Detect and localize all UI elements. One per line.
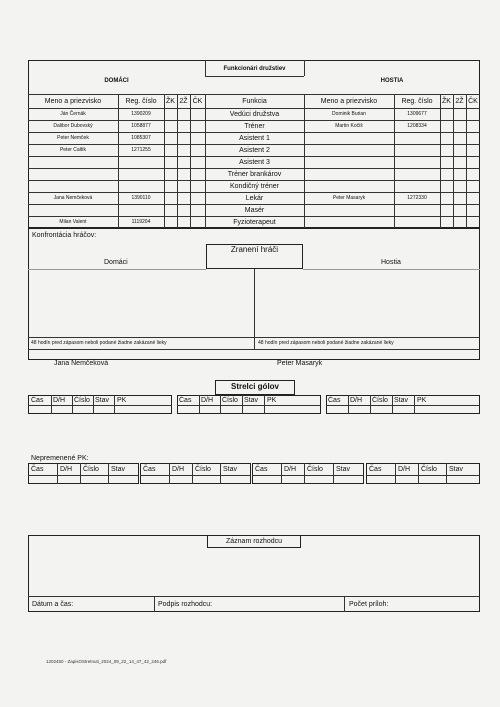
home-official-reg: 1271255 (131, 147, 151, 153)
function-label: Lekár (245, 195, 264, 202)
scorers-col-number: Číslo (74, 397, 90, 404)
home-official-reg: 1390209 (131, 111, 151, 117)
function-label: Tréner brankárov (227, 171, 282, 178)
function-label: Asistent 1 (239, 135, 270, 142)
scorers-col-pk: PK (267, 397, 277, 404)
missed-pk-col-number: Číslo (307, 466, 323, 473)
function-label: Asistent 2 (239, 147, 270, 154)
scorers-col-time: Čas (179, 397, 192, 404)
away-2z-header: 2Ž (455, 98, 464, 105)
home-ck-header: ČK (192, 98, 203, 105)
scorers-title: Strelci gólov (230, 382, 279, 391)
confrontation-away: Hostia (381, 259, 401, 266)
away-official-reg: 1309677 (407, 111, 427, 117)
function-label: Vedúci družstva (229, 111, 280, 118)
missed-pk-col-score: Stav (223, 466, 238, 473)
away-official-reg: 1272330 (407, 195, 427, 201)
home-official-name: Milan Valent (59, 219, 87, 225)
function-label: Fyzioterapeut (233, 219, 276, 226)
home-medication-note: 48 hodín pred zápasom neboli podané žiadne zakázané lieky (31, 340, 167, 346)
scorers-col-time: Čas (31, 397, 44, 404)
missed-pk-col-number: Číslo (83, 466, 99, 473)
home-team-label: DOMÁCI (104, 78, 129, 84)
away-official-name: Peter Masaryk (332, 195, 366, 201)
missed-pk-col-score: Stav (336, 466, 351, 473)
confrontation-label: Konfrontácia hráčov: (32, 232, 97, 239)
missed-pk-col-time: Čas (255, 466, 268, 473)
home-official-reg: 1085307 (131, 135, 151, 141)
footer-filename: 1202450 - ZapisOStretnuti_2024_09_22_14_47_42_246.pdf (46, 659, 167, 664)
missed-pk-col-side: D/H (172, 466, 185, 473)
away-reg-header: Reg. číslo (401, 98, 433, 105)
away-team-label: HOSTIA (380, 78, 404, 84)
away-official-name: Martin Kočiš (335, 123, 363, 129)
injured-players-title: Zranení hráči (230, 245, 279, 254)
function-label: Kondičný tréner (229, 183, 280, 190)
missed-pk-col-score: Stav (111, 466, 126, 473)
home-reg-header: Reg. číslo (125, 98, 157, 105)
home-official-reg: 1119204 (131, 219, 151, 225)
scorers-col-pk: PK (117, 397, 127, 404)
home-official-reg: 1390110 (131, 195, 151, 201)
away-official-reg: 1208334 (407, 123, 427, 129)
home-name-header: Meno a priezvisko (44, 98, 102, 105)
scorers-col-side: D/H (350, 397, 363, 404)
home-2z-header: 2Ž (179, 98, 188, 105)
missed-pk-col-side: D/H (60, 466, 73, 473)
missed-pk-col-side: D/H (398, 466, 411, 473)
scorers-col-score: Stav (394, 397, 409, 404)
missed-pk-col-time: Čas (369, 466, 382, 473)
missed-pk-col-number: Číslo (421, 466, 437, 473)
home-signature-name: Jana Nemčeková (54, 360, 109, 367)
missed-pk-col-side: D/H (284, 466, 297, 473)
home-official-name: Peter Nemček (57, 135, 89, 141)
home-zk-header: ŽK (166, 98, 175, 105)
home-official-name: Peter Caltík (59, 147, 87, 153)
scorers-col-number: Číslo (222, 397, 238, 404)
missed-pk-col-time: Čas (31, 466, 44, 473)
home-official-name: Ján Černák (60, 111, 86, 117)
referee-record-title: Záznam rozhodcu (225, 538, 283, 545)
scorers-col-time: Čas (328, 397, 341, 404)
referee-signature-field[interactable]: Podpis rozhodcu: (158, 601, 213, 608)
date-time-field[interactable]: Dátum a čas: (32, 601, 74, 608)
home-official-name: Jana Nemčeková (53, 195, 93, 201)
missed-pk-col-number: Číslo (195, 466, 211, 473)
scorers-col-pk: PK (417, 397, 427, 404)
scorers-col-side: D/H (201, 397, 214, 404)
home-official-reg: 1058877 (131, 123, 151, 129)
away-name-header: Meno a priezvisko (320, 98, 378, 105)
function-header: Funkcia (242, 98, 267, 105)
away-ck-header: ČK (468, 98, 478, 105)
missed-pk-col-score: Stav (449, 466, 464, 473)
function-label: Asistent 3 (239, 159, 270, 166)
away-medication-note: 48 hodín pred zápasom neboli podané žiadne zakázané lieky (258, 340, 394, 346)
home-official-name: Dalibor Dubovský (53, 123, 93, 129)
function-label: Masér (244, 207, 265, 214)
scorers-col-number: Číslo (372, 397, 388, 404)
scorers-col-score: Stav (244, 397, 259, 404)
function-label: Tréner (244, 123, 265, 130)
missed-pk-title: Nepremenené PK: (31, 455, 89, 462)
missed-pk-col-time: Čas (143, 466, 156, 473)
scorers-col-score: Stav (95, 397, 110, 404)
away-zk-header: ŽK (442, 98, 451, 105)
confrontation-home: Domáci (104, 259, 128, 266)
away-official-name: Dominik Burian (332, 111, 366, 117)
officials-title: Funkcionári družstiev (223, 66, 286, 72)
attachments-count-field[interactable]: Počet príloh: (349, 601, 389, 608)
away-signature-name: Peter Masaryk (277, 360, 323, 367)
scorers-col-side: D/H (53, 397, 66, 404)
